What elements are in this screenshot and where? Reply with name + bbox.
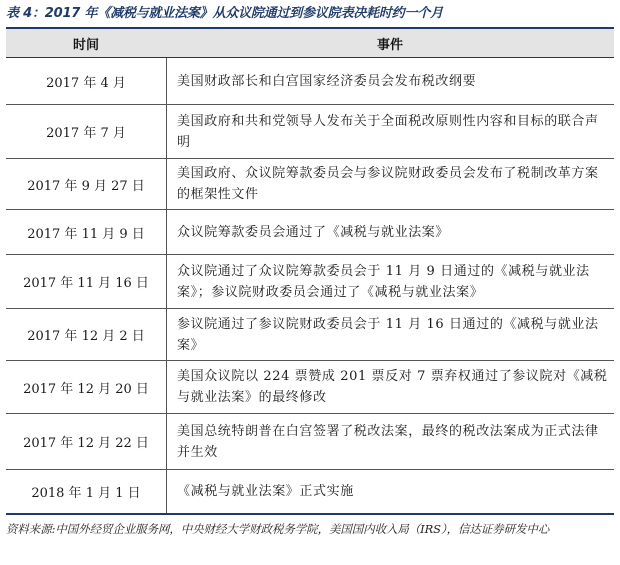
table-row — [6, 210, 614, 255]
row-event: 美国总统特朗普在白宫签署了税改法案，最终的税改法案成为正式法律并生效 — [177, 423, 599, 460]
row-event: 众议院筹款委员会通过了《减税与就业法案》 — [177, 224, 450, 240]
table-row — [6, 255, 614, 309]
table-bottom-rule — [6, 513, 614, 515]
row-time: 2017 年 12 月 2 日 — [6, 309, 167, 360]
row-event: 众议院通过了众议院筹款委员会于 11 月 9 日通过的《减税与就业法案》；参议院财政委员会通过了《减税与就业法案》 — [177, 263, 590, 300]
row-time: 2017 年 7 月 — [6, 105, 167, 158]
source-note: 资料来源:中国外经贸企业服务网，中央财经大学财政税务学院，美国国内收入局（IRS），信达证券研发中心 — [6, 522, 550, 536]
table-row — [6, 105, 614, 159]
table-caption: 表 4：2017 年《减税与就业法案》从众议院通过到参议院表决耗时约一个月 — [6, 6, 443, 21]
header-time: 时间 — [72, 37, 99, 53]
row-event: 美国政府、众议院筹款委员会与参议院财政委员会发布了税制改革方案的框架性文件 — [177, 166, 599, 202]
table-row — [6, 159, 614, 210]
row-event: 《减税与就业法案》正式实施 — [177, 484, 354, 499]
table-row — [6, 361, 614, 414]
row-event: 美国财政部长和白宫国家经济委员会发布税改纲要 — [177, 73, 477, 89]
table-row — [6, 309, 614, 361]
row-time: 2017 年 12 月 22 日 — [6, 414, 167, 469]
table-row — [6, 470, 614, 513]
header-event: 事件 — [376, 37, 403, 53]
table-header — [6, 29, 614, 58]
row-event: 参议院通过了参议院财政委员会于 11 月 16 日通过的《减税与就业法案》 — [177, 316, 599, 353]
row-time: 2017 年 11 月 16 日 — [6, 255, 167, 308]
row-time: 2017 年 11 月 9 日 — [6, 210, 167, 254]
table-row — [6, 58, 614, 105]
row-time: 2017 年 9 月 27 日 — [6, 159, 167, 209]
row-event: 美国政府和共和党领导人发布关于全面税改原则性内容和目标的联合声明 — [177, 113, 599, 150]
row-time: 2017 年 4 月 — [6, 58, 167, 104]
timeline-table — [6, 27, 614, 515]
row-time: 2017 年 12 月 20 日 — [6, 361, 167, 413]
row-time: 2018 年 1 月 1 日 — [6, 470, 167, 513]
table-row — [6, 414, 614, 470]
row-event: 美国众议院以 224 票赞成 201 票反对 7 票弃权通过了参议院对《减税与就业法案》的最终修改 — [177, 369, 608, 405]
